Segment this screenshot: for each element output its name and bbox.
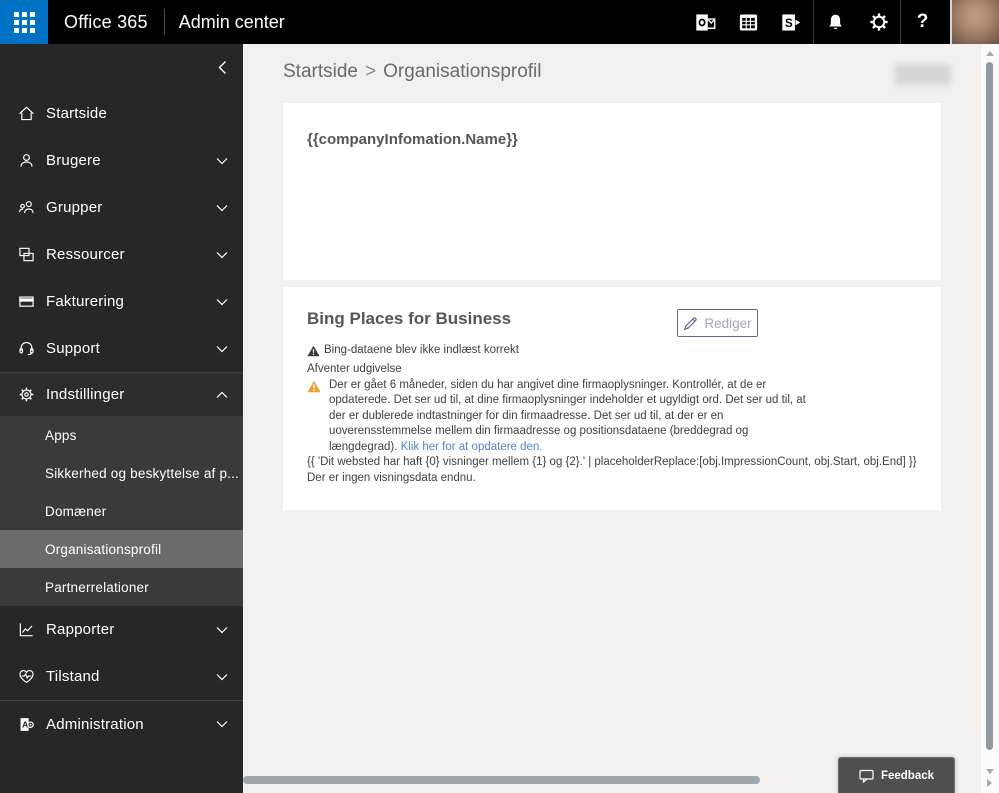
sidebar-item-ressourcer[interactable] [0,231,243,278]
chevron-down-icon [216,298,228,305]
sidebar-item-tilstand[interactable] [0,653,243,700]
chevron-up-icon [216,391,228,398]
sidebar-subitem-organisationsprofil[interactable]: Organisationsprofil [0,530,243,568]
outlook-button[interactable] [684,0,727,44]
resources-icon [17,246,35,264]
company-name-template: {{companyInfomation.Name}} [307,131,518,148]
calendar-icon [737,11,760,34]
notifications-button[interactable] [814,0,857,44]
breadcrumb-separator: > [364,61,377,82]
breadcrumb-current: Organisationsprofil [383,61,542,82]
topbar-actions [684,0,999,44]
chevron-down-icon [216,345,228,352]
chevron-down-icon [216,204,228,211]
chevron-down-icon [216,721,228,728]
vertical-scrollbar[interactable] [981,44,999,793]
sidebar-item-administration[interactable] [0,700,243,747]
sidebar-item-label: Rapporter [46,621,115,638]
sidebar-subitem-domaener[interactable]: Domæner [45,503,107,519]
billing-icon [17,293,35,311]
support-icon [17,340,35,358]
bing-card-title: Bing Places for Business [307,309,512,328]
company-profile-card [283,103,941,280]
sidebar-item-label: Ressourcer [46,246,125,263]
sharepoint-button[interactable] [770,0,813,44]
groups-icon [17,199,35,217]
sidebar-item-fakturering[interactable] [0,278,243,325]
sidebar-item-startside[interactable] [0,90,243,137]
scroll-right-arrow-icon[interactable] [987,779,992,787]
rediger-button[interactable] [677,309,758,337]
gear-icon [17,386,35,404]
dark-warning-triangle-icon [307,345,320,363]
breadcrumb-home-link[interactable]: Startside [283,61,358,82]
sidebar-subitem-apps[interactable]: Apps [45,427,77,443]
svg-text:S: S [785,17,793,30]
pencil-icon [683,316,698,331]
help-icon: ? [916,11,929,32]
blurred-label [895,64,951,85]
stale-warning-body: Der er gået 6 måneder, siden du har angivet dine firmaoplysninger. Kontrollér, at de er opdaterede. Det ser ud til, at dine firmaoplysninger indeholder et ugyldigt ord. Det ser ud til, at der er dublerede indtastninger for din firmaadresse. Det ser ud til, at der er en uoverensstemmelse mellem din firmaadresse og positionsdataene (breddegrad og længdegrad). [329,378,806,453]
reports-icon [17,621,35,639]
settings-button[interactable] [857,0,900,44]
sidebar-item-brugere[interactable] [0,137,243,184]
chevron-left-icon [218,60,227,75]
user-icon [17,152,35,170]
health-icon [17,668,35,686]
waffle-icon [14,12,35,33]
outlook-icon [694,11,717,34]
sidebar-nav [0,44,243,793]
sidebar-subitem-sikkerhed[interactable]: Sikkerhed og beskyttelse af p... [45,465,240,481]
vertical-scrollbar-thumb[interactable] [986,62,993,750]
orange-warning-triangle-icon [307,380,321,399]
rediger-button-label: Rediger [704,315,752,331]
bing-pending-status: Afventer udgivelse [307,363,402,375]
chevron-down-icon [216,157,228,164]
sidebar-header [0,44,243,90]
sidebar-item-label: Fakturering [46,293,125,310]
brand-title[interactable]: Office 365 [64,11,148,32]
bing-places-card [283,287,941,510]
bell-icon [825,12,846,33]
home-icon [17,105,35,123]
breadcrumb [283,61,542,83]
bing-stale-warning-row [307,378,917,456]
bing-load-error-text: Bing-dataene blev ikke indlæst korrekt [324,344,519,356]
svg-text:A: A [21,718,28,729]
sidebar-item-label: Brugere [46,152,101,169]
sidebar-item-label: Support [46,340,100,357]
bing-stale-warning-text [329,378,807,456]
feedback-button[interactable] [838,757,955,793]
chevron-down-icon [216,673,228,680]
sidebar-item-label: Tilstand [46,668,100,685]
main-content [243,44,981,793]
app-launcher-button[interactable] [0,0,48,44]
scroll-down-arrow-icon[interactable] [986,769,994,774]
admin-icon [17,715,35,733]
sidebar-collapse-button[interactable] [218,60,227,75]
help-button[interactable] [901,0,944,44]
page-section-title: Admin center [178,11,285,32]
chevron-down-icon [216,626,228,633]
sharepoint-icon [780,11,803,34]
sidebar-item-support[interactable] [0,325,243,372]
speech-bubble-icon [859,769,874,783]
topbar [0,0,999,44]
sidebar-subitem-partnerrelationer[interactable]: Partnerrelationer [45,579,149,595]
account-avatar[interactable] [950,0,999,44]
horizontal-scrollbar-thumb[interactable] [243,776,760,784]
gear-icon [868,11,890,33]
sidebar-item-rapporter[interactable] [0,606,243,653]
impressions-template-line: {{ 'Dit websted har haft {0} visninger mellem {1} og {2}.' | placeholderReplace:[obj.ImpressionCount, obj.Start, obj.End] }} [307,456,917,468]
feedback-button-label: Feedback [880,769,935,782]
sidebar-item-indstillinger[interactable] [0,372,243,416]
topbar-separator [164,9,165,35]
calendar-button[interactable] [727,0,770,44]
sidebar-item-label: Indstillinger [46,386,125,403]
avatar-photo [950,0,999,44]
sidebar-item-label: Grupper [46,199,103,216]
no-impressions-data-line: Der er ingen visningsdata endnu. [307,471,476,484]
sidebar-item-label: Startside [46,105,107,122]
bing-load-error-line [307,343,917,362]
scroll-up-arrow-icon[interactable] [986,51,994,56]
sidebar-item-label: Administration [46,715,144,733]
update-info-link[interactable]: Klik her for at opdatere den. [400,440,543,453]
sidebar-item-grupper[interactable] [0,184,243,231]
bing-card-body [307,343,917,486]
settings-submenu [0,416,243,606]
chevron-down-icon [216,251,228,258]
